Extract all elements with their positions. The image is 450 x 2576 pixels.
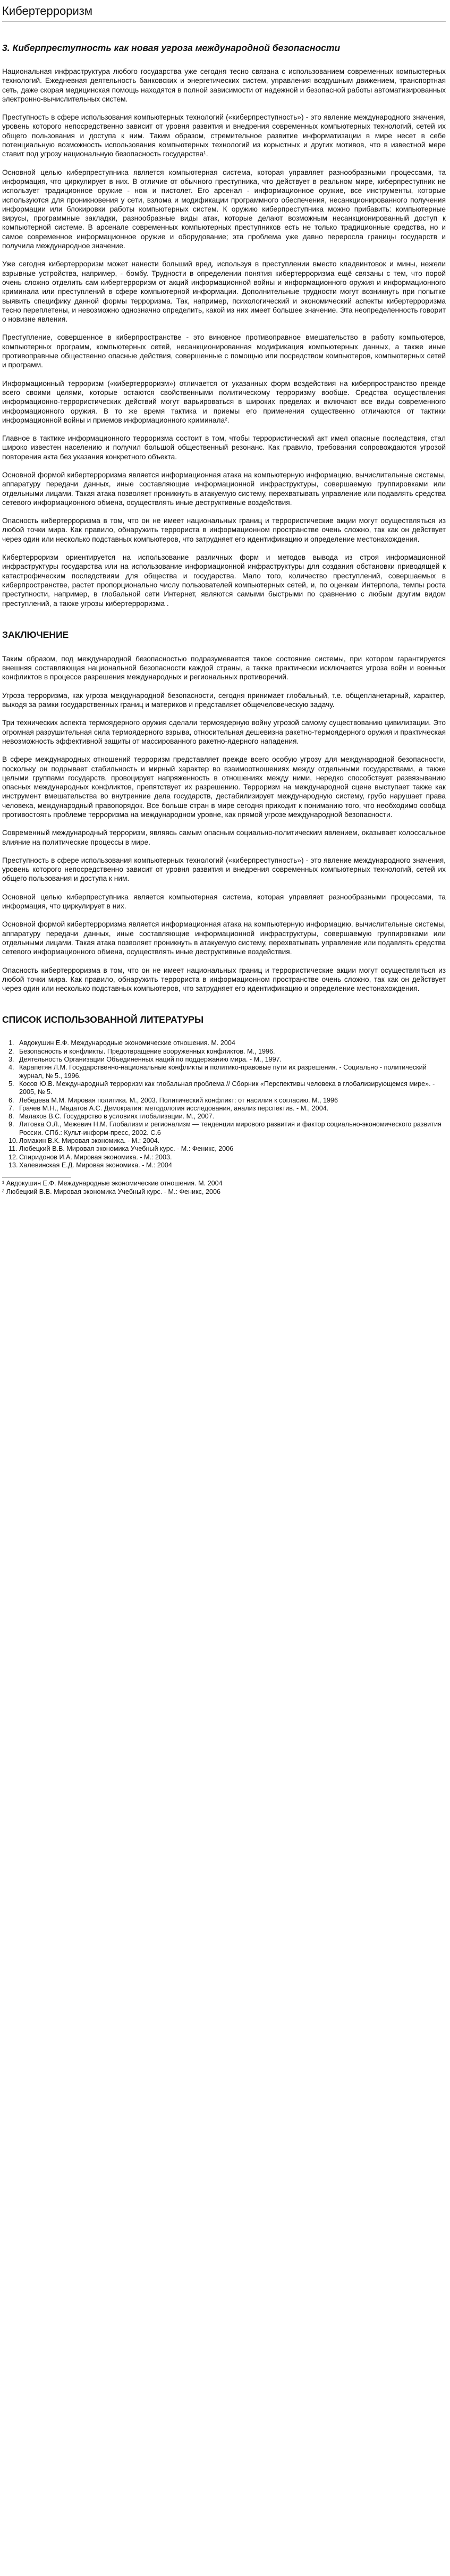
reference-number: 12. xyxy=(9,1153,18,1161)
paragraph: Основной целью киберпреступника является компьютерная система, которая управляет разнообразными процессами, та информация, что циркулирует в них. В отличие от обычного преступника, что действует в реальном мире, киберпреступник не использует традиционное оружие - нож и пистолет. Его арсенал - информационное оружие, все инструменты, которые используются для проникновения у сети, взлома и модификации программного обеспечения, несанкционированного получения информации или блокировки работы компьютерных систем. К оружию киберпреступника можно прибавить: компьютерные вирусы, программные закладки, разнообразные виды атак, которые делают возможным несанкционированный доступ к компьютерной системе. В арсенале современных компьютерных преступников есть не только традиционные средства, но и самое современное информационное оружие и оборудование; эта проблема уже давно переросла границы государств и получила международное значение. xyxy=(2,168,446,250)
paragraph: Основной целью киберпреступника является компьютерная система, которая управляет разнообразными процессами, та информация, что циркулирует в них. xyxy=(2,893,446,911)
paragraph: Основной формой кибертерроризма является информационная атака на компьютерную информацию, вычислительные системы, аппаратуру передачи данных, иные составляющие информационной инфраструктуры, совершаемую группировками или отдельными лицами. Такая атака позволяет проникнуть в атакуемую систему, перехватывать управление или подавлять средства сетевого информационного обмена, осуществлять иные деструктивные воздействия. xyxy=(2,920,446,956)
paragraph: Преступность в сфере использования компьютерных технологий («киберпреступность») - это явление международного значения, уровень которого непосредственно зависит от уровня развития и внедрения современных компьютерных технологий, сетей их общего пользования и доступа к ним. Таким образом, стремительное развитие информатизации в мире несет в себе потенциальную возможность использования компьютерных технологий из корыстных и других мотивов, что в известной мере ставит под угрозу национальную безопасность государства¹. xyxy=(2,113,446,158)
reference-text: Карапетян Л.М. Государственно-национальные конфликты и политико-правовые пути их разрешения. - Социально - политический журнал, № 5., 1996. xyxy=(19,1064,427,1080)
document xyxy=(0,4,450,1196)
reference-text: Безопасность и конфликты. Предотвращение вооруженных конфликтов. М., 1996. xyxy=(19,1047,275,1055)
reference-text: Ломакин В.К. Мировая экономика. - М.: 2004. xyxy=(19,1137,160,1145)
reference-text: Малахов В.С. Государство в условиях глобализации. М., 2007. xyxy=(19,1113,215,1121)
reference-number: 9. xyxy=(9,1121,14,1129)
reference-text: Лебедева М.М. Мировая политика. М., 2003. Политический конфликт: от насилия к согласию. М., 1996 xyxy=(19,1096,338,1104)
paragraph: Информационный терроризм («кибертерроризм») отличается от указанных форм воздействия на киберпространство прежде всего своими целями, которые остаются свойственными политическому терроризму вообще. Средства осуществления информационно-террористических действий могут варьироваться в широких пределах и включают все виды современного информационного оружия. В то же время тактика и приемы его применения существенно отличаются от тактики информационной войны и приемов информационного криминала². xyxy=(2,379,446,424)
reference-item xyxy=(2,1113,446,1121)
paragraph: Три технических аспекта термоядерного оружия сделали термоядерную войну угрозой самому существованию цивилизации. Это огромная разрушительная сила термоядерного взрыва, относительная дешевизна ракетно-термоядерного оружия и практическая невозможность эффективной защиты от массированного ракетно-ядерного нападения. xyxy=(2,719,446,745)
reference-text: Авдокушин Е.Ф. Международные экономические отношения. М. 2004 xyxy=(19,1039,235,1047)
reference-item xyxy=(2,1105,446,1113)
reference-item xyxy=(2,1080,446,1097)
reference-text: Косов Ю.В. Международный терроризм как глобальная проблема // Сборник «Перспективы человека в глобализирующемся мире». - 2005, № 5. xyxy=(19,1080,435,1096)
paragraph: Главное в тактике информационного терроризма состоит в том, чтобы террористический акт имел опасные последствия, стал широко известен населению и получил большой общественный резонанс. Как правило, требования сопровождаются угрозой повторения акта без указания конкретного объекта. xyxy=(2,434,446,461)
reference-number: 11. xyxy=(9,1145,18,1153)
conclusion-heading: ЗАКЛЮЧЕНИЕ xyxy=(2,629,69,640)
reference-item xyxy=(2,1048,446,1056)
reference-number: 10. xyxy=(9,1137,18,1145)
reference-number: 5. xyxy=(9,1080,14,1088)
reference-item xyxy=(2,1161,446,1169)
reference-item xyxy=(2,1137,446,1145)
paragraph: Основной формой кибертерроризма является информационная атака на компьютерную информацию, вычислительные системы, аппаратуру передачи данных, иные составляющие информационной инфраструктуры, совершаемую группировками или отдельными лицами. Такая атака позволяет проникнуть в атакуемую систему, перехватывать управление или подавлять средства сетевого информационного обмена, осуществлять иные деструктивные воздействия. xyxy=(2,470,446,507)
references-heading: СПИСОК ИСПОЛЬЗОВАННОЙ ЛИТЕРАТУРЫ xyxy=(2,1014,204,1025)
reference-number: 13. xyxy=(9,1161,18,1169)
footnote: ¹ Авдокушин Е.Ф. Международные экономические отношения. М. 2004 xyxy=(2,1180,223,1188)
reference-text: Деятельность Организации Объединенных наций по поддержанию мира. - М., 1997. xyxy=(19,1056,282,1064)
reference-item xyxy=(2,1154,446,1161)
reference-number: 8. xyxy=(9,1113,14,1121)
reference-item xyxy=(2,1039,446,1047)
paragraph: Опасность кибертерроризма в том, что он не имеет национальных границ и террористические акции могут осуществляться из любой точки мира. Как правило, обнаружить террориста в информационном пространстве очень сложно, так как он действует через один или несколько подставных компьютеров, что затрудняет его идентификацию и определение местонахождения. xyxy=(2,517,446,543)
paragraph: Современный международный терроризм, являясь самым опасным социально-политическим явлением, оказывает колоссальное влияние на политические процессы в мире. xyxy=(2,829,446,846)
paragraph: Опасность кибертерроризма в том, что он не имеет национальных границ и террористические акции могут осуществляться из любой точки мира. Как правило, обнаружить террориста в информационном пространстве очень сложно, так как он действует через один или несколько подставных компьютеров, что затрудняет его идентификацию и определение местонахождения. xyxy=(2,966,446,993)
reference-number: 7. xyxy=(9,1104,14,1112)
reference-number: 1. xyxy=(9,1039,14,1047)
reference-text: Грачев М.Н., Мадатов А.С. Демократия: методология исследования, анализ перспектив. - М., 2004. xyxy=(19,1104,329,1112)
reference-number: 3. xyxy=(9,1056,14,1064)
paragraph: Таким образом, под международной безопасностью подразумевается такое состояние системы, при котором гарантируется внешняя составляющая национальной безопасности каждой страны, а также практически исключается угроза войн и военных конфликтов в процессе разрешения международных и региональных противоречий. xyxy=(2,654,446,681)
paragraph: В сфере международных отношений терроризм представляет прежде всего особую угрозу для международной безопасности, поскольку он подрывает стабильность и мирный характер во взаимоотношениях между отдельными государствами, а также целыми группами государств, провоцирует напряженность в отношениях между ними, нередко способствует развязыванию опасных международных конфликтов, препятствует их разрешению. Терроризм на международной сцене выступает также как инструмент вмешательства во внутренние дела государств, дестабилизирует международную систему, грубо нарушает права человека, международный правопорядок. Все больше стран в мире сегодня приходит к пониманию того, что необходимо сообща противостоять проблеме терроризма на международном уровне, как прямой угрозе международной безопасности. xyxy=(2,755,446,819)
reference-list xyxy=(2,1039,446,1169)
paragraph: Угроза терроризма, как угроза международной безопасности, сегодня принимает глобальный, т.е. общепланетарный, характер, выходя за рамки государственных границ и материков и представляет общечеловеческую задачу. xyxy=(2,691,446,709)
reference-item xyxy=(2,1145,446,1153)
document-title: Кибертерроризм xyxy=(2,4,446,22)
paragraph: Преступление, совершенное в киберпространстве - это виновное противоправное вмешательство в работу компьютеров, компьютерных программ, компьютерных сетей, несанкционированная модификация компьютерных данных, а также иные противоправные общественно опасные действия, совершенные с помощью или посредством компьютеров, компьютерных сетей и программ. xyxy=(2,333,446,369)
reference-text: Халевинская Е.Д. Мировая экономика. - М.: 2004 xyxy=(19,1161,172,1169)
reference-item xyxy=(2,1056,446,1064)
reference-text: Литовка О.Л., Межевич Н.М. Глобализм и регионализм — тенденции мирового развития и фактор социально-экономического развития России. СПб.: Культ-информ-пресс, 2002. С.6 xyxy=(19,1121,441,1137)
reference-number: 4. xyxy=(9,1064,14,1072)
conclusion-section xyxy=(2,629,446,994)
paragraph: Уже сегодня кибертерроризм может нанести больший вред, используя в преступлении вместо кладвинтовок и мины, нежели взрывные устройства, например, - бомбу. Трудности в определении понятия кибертерроризма ещё связаны с тем, что порой очень сложно отделить сам кибертерроризм от акций информационной войны и информационного оружия и информационного криминала или преступлений в сфере компьютерной информации. Дополнительные трудности могут возникнуть при попытке выявить специфику данной формы терроризма. Так, например, психологический и экономический аспекты кибертерроризма тесно переплетены, и невозможно однозначно определить, какой из них имеет большее значение. Эта неопределенность говорит о новизне явления. xyxy=(2,260,446,324)
reference-number: 2. xyxy=(9,1047,14,1055)
reference-text: Спиридонов И.А. Мировая экономика. - М.: 2003. xyxy=(19,1153,172,1161)
section-3-heading: 3. Киберпреступность как новая угроза международной безопасности xyxy=(2,43,341,53)
reference-number: 6. xyxy=(9,1096,14,1104)
paragraph: Национальная инфраструктура любого государства уже сегодня тесно связана с использованием современных компьютерных технологий. Ежедневная деятельность банковских и энергетических систем, управления воздушным движением, транспортная сеть, даже скорая медицинская помощь находятся в полной зависимости от надежной и безопасной работы автоматизированных электронно-вычислительных систем. xyxy=(2,68,446,103)
reference-item xyxy=(2,1121,446,1137)
reference-text: Любецкий В.В. Мировая экономика Учебный курс. - М.: Феникс, 2006 xyxy=(19,1145,234,1153)
reference-item xyxy=(2,1064,446,1080)
paragraph: Кибертерроризм ориентируется на использование различных форм и методов вывода из строя информационной инфраструктуры государства или на использование информационной инфраструктуры для создания обстановки приводящей к катастрофическим последствиям для общества и государства. Мало того, количество преступлений, совершаемых в киберпространстве, растет пропорционально числу пользователей компьютерных сетей, и, по оценкам Интерпола, темпы роста преступности, например, в глобальной сети Интернет, являются самыми быстрыми по сравнению с любым другим видом преступлений, а также угрозы кибертерроризма . xyxy=(2,553,446,608)
footnote: ² Любецкий В.В. Мировая экономика Учебный курс. - М.: Феникс, 2006 xyxy=(2,1188,220,1196)
references-section xyxy=(2,1014,446,1196)
reference-item xyxy=(2,1097,446,1105)
section-3 xyxy=(2,43,446,608)
paragraph: Преступность в сфере использования компьютерных технологий («киберпреступность») - это явление международного значения, уровень которого непосредственно зависит от уровня развития и внедрения современных компьютерных технологий, сетей их общего пользования и доступа к ним. xyxy=(2,856,446,883)
